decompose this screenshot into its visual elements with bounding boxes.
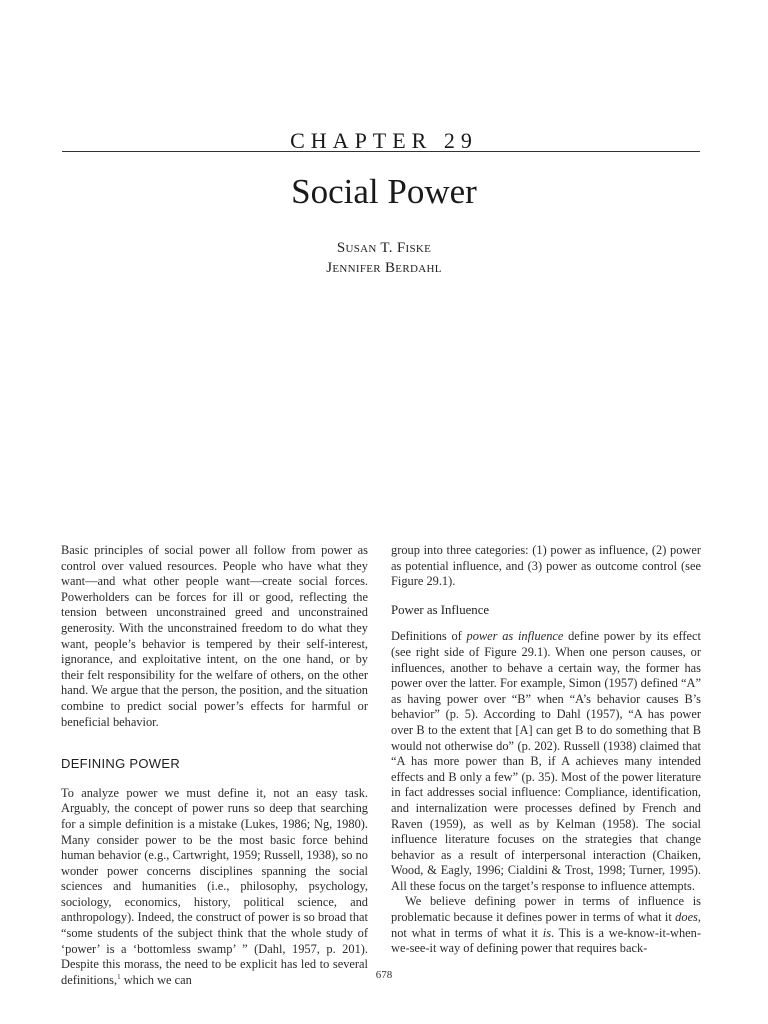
left-column bbox=[61, 543, 368, 988]
final-part-1: We believe defining power in terms of influence is problematic because it defines power in terms of what it bbox=[391, 894, 701, 925]
defining-power-paragraph bbox=[61, 786, 368, 989]
chapter-title: Social Power bbox=[291, 172, 477, 211]
author-2: Jennifer Berdahl bbox=[326, 260, 442, 276]
author-1: Susan T. Fiske bbox=[336, 240, 432, 256]
final-italic-is: is bbox=[542, 925, 552, 940]
final-italic-does: does bbox=[675, 910, 698, 925]
defining-power-tail: which we can bbox=[120, 972, 192, 987]
final-part-3: . This is a we-know-it-when-we-see-it way of defining power that requires back- bbox=[391, 925, 701, 956]
final-part-2: , not what in terms of what it bbox=[391, 910, 701, 940]
influence-lead: Definitions of bbox=[391, 629, 467, 644]
subsection-heading-power-as-influence: Power as Influence bbox=[391, 602, 490, 617]
footnote-marker: 1 bbox=[117, 972, 121, 981]
influence-paragraph bbox=[391, 629, 701, 894]
right-column bbox=[391, 543, 701, 957]
final-paragraph bbox=[391, 894, 701, 956]
defining-power-text: To analyze power we must define it, not an easy task. Arguably, the concept of power runs so deep that searching for a simple definition is a mistake (Lukes, 1986; Ng, 1980). Many consider power to be the most basic force behind human behavior (e.g., Cartwright, 1959; Russell, 1938), so no wonder power concerns disciplines spanning the social sciences and humanities (i.e., philosophy, psychology, sociology, economics, history, political science, and anthropology). Indeed, the construct of power is so broad that “some students of the subject think that the whole study of ‘power’ is a ‘bottomless swamp’ ” (Dahl, 1957, p. 201). Despite this morass, the need to be explicit has led to several definitions, bbox=[61, 785, 368, 987]
section-heading-defining-power: DEFINING POWER bbox=[61, 756, 181, 772]
chapter-rule bbox=[62, 151, 700, 152]
page-number: 678 bbox=[375, 969, 393, 981]
influence-rest: define power by its effect (see right side of Figure 29.1). When one person causes, or influences, another to behave a certain way, the former has power over the latter. For example, Simon (1957) defined “A” as having power over “B” when “A’s behavior causes B’s behavior” (p. 5). According to Dahl (1957), “A has power over B to the extent that [A] can get B to do something that B would not otherwise do” (p. 202). Russell (1938) claimed that “A has more power than B, if A achieves many intended effects and B only a few” (p. 35). Most of the power literature in fact addresses social influence: Compliance, identification, and internalization were processes defined by French and Raven (1959), as well as by Kelman (1958). The social influence literature focuses on the strategies that change behavior as a result of interpersonal interaction (Chaiken, Wood, & Eagly, 1996; Cialdini & Trost, 1998; Turner, 1995). All these focus on the target’s response to influence attempts. bbox=[391, 629, 701, 893]
influence-term: power as influence bbox=[466, 629, 564, 644]
chapter-label: CHAPTER 29 bbox=[290, 128, 478, 153]
right-intro-paragraph: group into three categories: (1) power as influence, (2) power as potential influence, and (3) power as outcome control (see Figure 29.1). bbox=[391, 543, 701, 589]
abstract-paragraph: Basic principles of social power all follow from power as control over valued resources. People who have what they want—and what other people want—create social forces. Powerholders can be forces for ill or good, reflecting the tension between unconstrained greed and unconstrained generosity. With the unconstrained freedom to do what they want, people’s behavior is tempered by their self-interest, ignorance, and exploitative intent, on the one hand, or by their felt responsibility for the welfare of others, on the other hand. We argue that the person, the position, and the situation combine to predict social power’s effects for harmful or beneficial behavior. bbox=[61, 543, 368, 729]
